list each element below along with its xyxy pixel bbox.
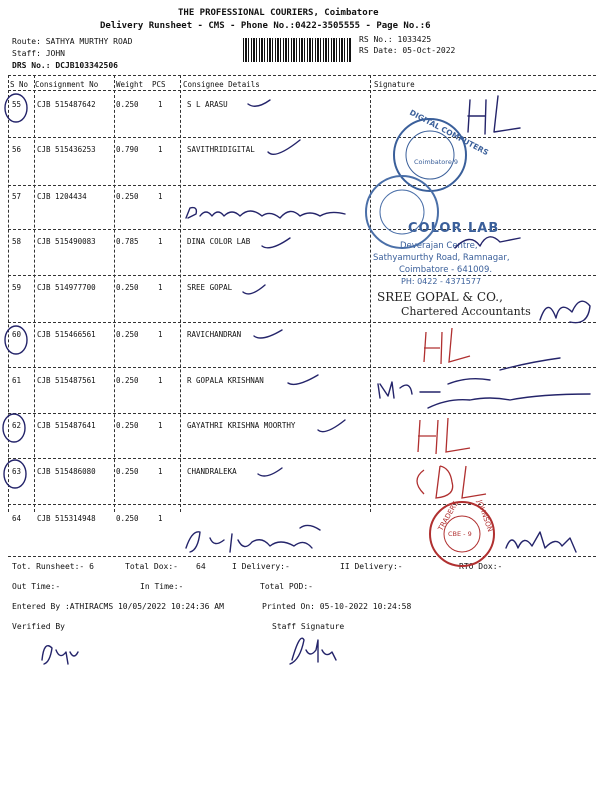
row-consignment: CJB 515490083 xyxy=(37,237,96,246)
signature-hl xyxy=(468,96,520,134)
row-pcs: 1 xyxy=(158,330,163,339)
row-weight: 0.250 xyxy=(116,467,139,476)
staff-label: Staff: JOHN xyxy=(12,49,65,58)
color-lab-addr1: Deverajan Centre, xyxy=(400,241,478,251)
cbe-stamp-text: CBE - 9 xyxy=(448,530,472,538)
entered-by: Entered By :ATHIRACMS 10/05/2022 10:24:36 AM xyxy=(12,602,224,611)
verified-signature xyxy=(42,646,78,664)
signature-scribble xyxy=(540,301,590,322)
sree-gopal-stamp: SREE GOPAL & CO., xyxy=(377,290,503,304)
row-consignee: CHANDRALEKA xyxy=(187,467,237,476)
row-pcs: 1 xyxy=(158,467,163,476)
signature-scribble xyxy=(455,237,520,248)
row-weight: 0.250 xyxy=(116,100,139,109)
color-lab-addr2: Sathyamurthy Road, Ramnagar, xyxy=(373,253,510,263)
staff-signature xyxy=(290,638,336,664)
tick-mark xyxy=(248,100,270,106)
signature-cdl xyxy=(417,466,486,498)
row-pcs: 1 xyxy=(158,283,163,292)
color-lab-stamp-name: COLOR LAB xyxy=(408,221,500,236)
signature-scribble xyxy=(506,532,576,552)
row-sno: 64 xyxy=(12,514,22,523)
row-consignment: CJB 515487642 xyxy=(37,100,96,109)
runsheet-title: Delivery Runsheet - CMS - Phone No.:0422-3505555 - Page No.:6 xyxy=(100,21,431,31)
tick-mark xyxy=(254,330,282,338)
tick-mark xyxy=(258,468,282,476)
signature-scribble xyxy=(186,525,320,552)
row-consignee: SAVITHRIDIGITAL xyxy=(187,145,255,154)
color-lab-phone: PH: 0422 - 4371577 xyxy=(401,277,482,286)
row-weight: 0.250 xyxy=(116,330,139,339)
signature-hl xyxy=(418,418,470,454)
col-sno: S No xyxy=(10,80,29,89)
row-consignee: DINA COLOR LAB xyxy=(187,237,251,246)
coimbatore-stamp-text: Coimbatore 9 xyxy=(414,158,459,166)
signature-scribble xyxy=(378,358,560,398)
row-sno: 63 xyxy=(12,467,22,476)
total-dox-label: Total Dox:- xyxy=(125,562,178,571)
row-consignment: CJB 515466561 xyxy=(37,330,96,339)
row-consignee: GAYATHRI KRISHNA MOORTHY xyxy=(187,421,296,430)
rto-dox: RTO Dox:- xyxy=(459,562,503,571)
row-pcs: 1 xyxy=(158,237,163,246)
col-signature: Signature xyxy=(374,80,415,89)
tick-mark xyxy=(243,285,265,294)
row-sno: 56 xyxy=(12,145,22,154)
total-dox-value: 64 xyxy=(196,562,206,571)
row-pcs: 1 xyxy=(158,376,163,385)
tick-mark xyxy=(268,140,300,154)
col-consignee: Consignee Details xyxy=(183,80,260,89)
row-consignment: CJB 515436253 xyxy=(37,145,96,154)
company-round-stamp xyxy=(366,176,438,248)
row-consignment: CJB 515487641 xyxy=(37,421,96,430)
signature-hl xyxy=(424,328,470,364)
printed-on: Printed On: 05-10-2022 10:24:58 xyxy=(262,602,412,611)
route-label: Route: SATHYA MURTHY ROAD xyxy=(12,37,133,46)
digital-computers-text: DIGITAL COMPUTERS xyxy=(408,107,491,158)
row-sno: 59 xyxy=(12,283,22,292)
row-pcs: 1 xyxy=(158,145,163,154)
staff-signature-label: Staff Signature xyxy=(272,622,345,631)
row-circle-mark xyxy=(4,460,26,488)
tick-mark xyxy=(262,238,290,248)
ii-delivery: II Delivery:- xyxy=(340,562,403,571)
row-weight: 0.250 xyxy=(116,192,139,201)
drs-number: DRS No.: DCJB103342506 xyxy=(12,61,118,70)
row-circle-mark xyxy=(5,94,27,122)
row-consignee: S L ARASU xyxy=(187,100,228,109)
johnson-stamp-text: JOHNSON xyxy=(475,499,495,533)
tick-mark xyxy=(288,375,318,384)
row-sno: 58 xyxy=(12,237,22,246)
row-pcs: 1 xyxy=(158,514,163,523)
verified-by: Verified By xyxy=(12,622,65,631)
row-weight: 0.250 xyxy=(116,376,139,385)
row-sno: 62 xyxy=(12,421,22,430)
rs-number: RS No.: 1033425 xyxy=(359,35,432,44)
row-consignment: CJB 515486080 xyxy=(37,467,96,476)
row-circle-mark xyxy=(5,326,27,354)
row-weight: 0.785 xyxy=(116,237,139,246)
company-name: THE PROFESSIONAL COURIERS, Coimbatore xyxy=(178,8,379,18)
traders-stamp-text: TRADERS xyxy=(436,499,461,533)
tick-mark xyxy=(318,420,345,432)
tot-runsheet: Tot. Runsheet:- 6 xyxy=(12,562,94,571)
rs-date: RS Date: 05-Oct-2022 xyxy=(359,46,456,55)
col-consignment: Consignment No xyxy=(35,80,99,89)
out-time: Out Time:- xyxy=(12,582,61,591)
total-pod: Total POD:- xyxy=(260,582,313,591)
row-weight: 0.790 xyxy=(116,145,139,154)
row-pcs: 1 xyxy=(158,100,163,109)
row-consignment: CJB 515314948 xyxy=(37,514,96,523)
color-lab-addr3: Coimbatore - 641009. xyxy=(399,265,493,275)
row-consignment: CJB 514977700 xyxy=(37,283,96,292)
row-weight: 0.250 xyxy=(116,283,139,292)
row-consignment: CJB 515487561 xyxy=(37,376,96,385)
row-sno: 55 xyxy=(12,100,22,109)
row-pcs: 1 xyxy=(158,192,163,201)
row-circle-mark xyxy=(3,414,25,442)
row-pcs: 1 xyxy=(158,421,163,430)
col-weight: Weight xyxy=(116,80,144,89)
i-delivery: I Delivery:- xyxy=(232,562,290,571)
row-sno: 61 xyxy=(12,376,22,385)
row-consignee: R GOPALA KRISHNAN xyxy=(187,376,264,385)
in-time: In Time:- xyxy=(140,582,184,591)
row-sno: 57 xyxy=(12,192,22,201)
row-consignee: RAVICHANDRAN xyxy=(187,330,242,339)
signature-scribble xyxy=(428,394,590,408)
signature-scribble xyxy=(186,208,345,218)
row-weight: 0.250 xyxy=(116,421,139,430)
row-weight: 0.250 xyxy=(116,514,139,523)
chartered-accountants: Chartered Accountants xyxy=(401,305,531,318)
col-pcs: PCS xyxy=(152,80,166,89)
row-consignment: CJB 1204434 xyxy=(37,192,87,201)
row-sno: 60 xyxy=(12,330,22,339)
row-consignee: SREE GOPAL xyxy=(187,283,233,292)
